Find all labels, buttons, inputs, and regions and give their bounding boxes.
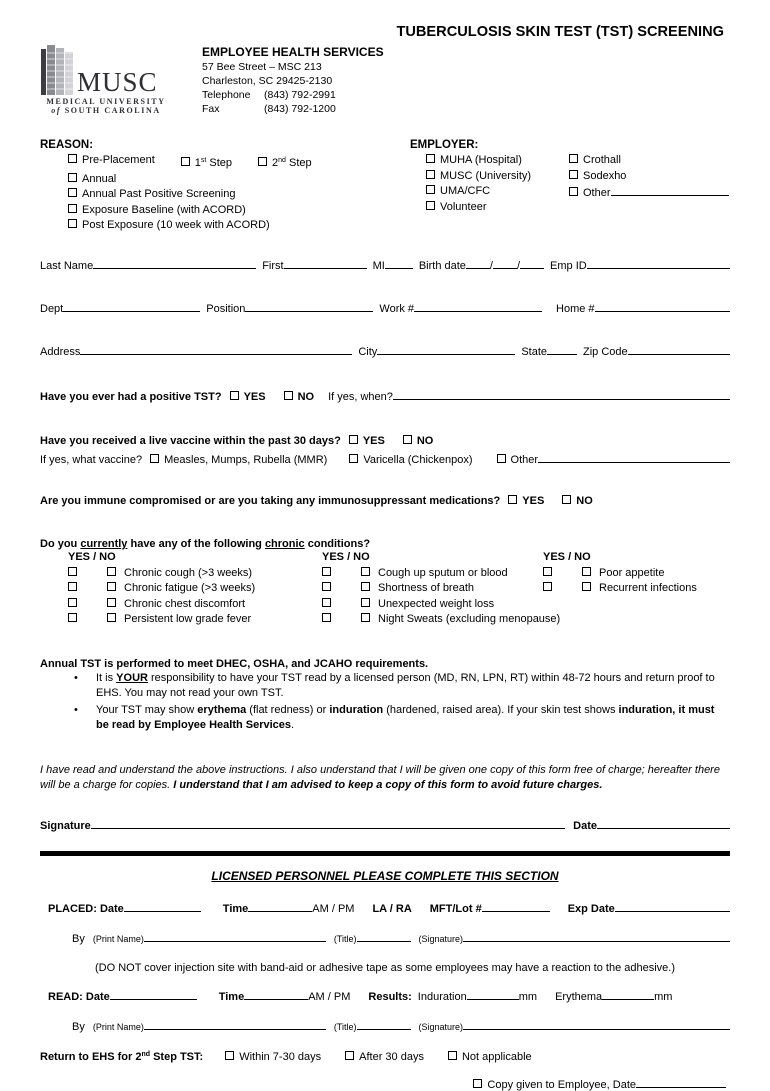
emp-id-label: Emp ID	[550, 259, 587, 272]
placed-title-line[interactable]	[357, 930, 411, 942]
yes-checkbox[interactable]	[68, 598, 77, 607]
placed-date-line[interactable]	[124, 900, 201, 912]
annual-tst-section	[40, 658, 730, 734]
no-checkbox[interactable]	[582, 567, 591, 576]
placed-ampm[interactable]: AM / PM	[312, 903, 355, 916]
responsibility-bullet: • It is YOUR responsibility to have your TST read by a licensed person (MD, RN, LPN, RT) within 48-72 hours and return proof to EHS. You may not read your own TST.	[74, 671, 715, 700]
condition-chronic-fatigue: Chronic fatigue (>3 weeks)	[68, 581, 322, 597]
home-label: Home #	[556, 302, 595, 315]
checkbox-annual-past-positive[interactable]: Annual Past Positive Screening	[68, 187, 410, 203]
what-vaccine-label: If yes, what vaccine?	[40, 453, 143, 466]
results-label: Results:	[368, 991, 412, 1004]
signature-row	[40, 817, 730, 832]
checkbox-musc[interactable]: MUSC (University)	[426, 169, 569, 185]
musc-logo	[40, 45, 172, 116]
section-divider	[40, 851, 730, 856]
read-date-label: READ: Date	[48, 991, 110, 1004]
erythema-mm: mm	[654, 991, 673, 1004]
address-label: Address	[40, 345, 81, 358]
yes-checkbox[interactable]	[322, 567, 331, 576]
work-label: Work #	[379, 302, 415, 315]
name-row: Last Name First MI Birth date / / Emp ID	[40, 257, 730, 272]
placed-time-line[interactable]	[248, 900, 312, 912]
employer-heading: EMPLOYER:	[410, 139, 479, 151]
induration-label: Induration	[417, 991, 467, 1004]
address-row	[40, 343, 730, 358]
birth-day-line[interactable]	[493, 257, 517, 269]
chronic-question: Do you currently have any of the following chronic conditions?	[40, 537, 371, 550]
signature-small-label: (Signature)	[418, 1022, 464, 1033]
checkbox-uma-cfc[interactable]: UMA/CFC	[426, 184, 569, 200]
acknowledgment-paragraph: I have read and understand the above instructions. I also understand that I will be given one copy of this form free of charge; hereafter there will be a charge for copies. I understand that I am advised to keep a copy of this form to avoid future charges.	[40, 763, 720, 791]
yes-no-header-1: YES / NO	[68, 550, 116, 563]
checkbox-q2-yes[interactable]: YES	[349, 435, 385, 447]
birth-date-label: Birth date	[418, 259, 466, 272]
checkbox-volunteer[interactable]: Volunteer	[426, 200, 569, 216]
logo-caption-1: MEDICAL UNIVERSITY	[46, 97, 166, 106]
city-line[interactable]	[377, 343, 515, 355]
print-name-label: (Print Name)	[92, 934, 144, 945]
title-label: (Title)	[333, 1022, 357, 1033]
city-label: City	[358, 345, 378, 358]
address-line[interactable]	[80, 343, 352, 355]
mi-line[interactable]	[385, 257, 413, 269]
phone-line: Telephone (843) 792-2991	[202, 89, 336, 101]
read-ampm[interactable]: AM / PM	[308, 991, 351, 1004]
checkbox-pre-placement[interactable]: Pre-Placement	[68, 153, 155, 172]
print-name-label: (Print Name)	[92, 1022, 144, 1033]
positive-tst-question: Have you ever had a positive TST? YES NO If yes, when?	[40, 388, 730, 403]
signature-line[interactable]	[91, 817, 565, 829]
signature-small-label: (Signature)	[418, 934, 464, 945]
checkbox-q1-no[interactable]: NO	[284, 391, 315, 403]
la-ra-label[interactable]: LA / RA	[372, 903, 412, 916]
read-row	[40, 988, 730, 1003]
employer-other-line[interactable]	[611, 184, 729, 196]
by-label: By	[72, 933, 85, 946]
condition-night-sweats: Night Sweats (excluding menopause)	[322, 612, 543, 628]
checkbox-not-applicable[interactable]: Not applicable	[448, 1051, 532, 1063]
checkbox-q3-no[interactable]: NO	[562, 495, 593, 507]
placed-by-row	[40, 930, 730, 945]
read-date-line[interactable]	[110, 988, 197, 1000]
emp-id-line[interactable]	[587, 257, 730, 269]
yes-checkbox[interactable]	[322, 582, 331, 591]
checkbox-varicella[interactable]: Varicella (Chickenpox)	[349, 454, 472, 466]
return-to-ehs-row	[40, 1051, 730, 1063]
no-checkbox[interactable]	[361, 567, 370, 576]
checkbox-q1-yes[interactable]: YES	[230, 391, 266, 403]
ehs-contact-block	[202, 45, 384, 116]
read-print-name-line[interactable]	[144, 1018, 326, 1030]
birth-month-line[interactable]	[466, 257, 490, 269]
last-name-line[interactable]	[93, 257, 256, 269]
yes-checkbox[interactable]	[322, 613, 331, 622]
title-label: (Title)	[333, 934, 357, 945]
reason-employer-section	[40, 137, 730, 234]
yes-checkbox[interactable]	[68, 567, 77, 576]
logo-wordmark: MUSC	[77, 67, 158, 97]
city-address: Charleston, SC 29425-2130	[202, 75, 333, 87]
exp-date-label: Exp Date	[567, 903, 615, 916]
placed-row	[40, 900, 730, 915]
licensed-personnel-heading: LICENSED PERSONNEL PLEASE COMPLETE THIS SECTION	[211, 869, 559, 884]
date-label: Date	[573, 820, 597, 833]
signature-label: Signature	[40, 820, 91, 833]
yes-no-header-3: YES / NO	[543, 550, 591, 563]
copy-date-line[interactable]	[636, 1076, 726, 1088]
work-line[interactable]	[414, 300, 542, 312]
first-name-line[interactable]	[284, 257, 367, 269]
condition-chronic-cough: Chronic cough (>3 weeks)	[68, 566, 322, 582]
checkbox-mmr[interactable]: Measles, Mumps, Rubella (MMR)	[150, 454, 327, 466]
induration-line[interactable]	[467, 988, 519, 1000]
condition-weight-loss: Unexpected weight loss	[322, 597, 543, 613]
checkbox-muha[interactable]: MUHA (Hospital)	[426, 153, 569, 169]
no-checkbox[interactable]	[107, 582, 116, 591]
read-time-line[interactable]	[244, 988, 308, 1000]
checkbox-within-7-30[interactable]: Within 7-30 days	[225, 1051, 321, 1063]
immune-compromised-question: Are you immune compromised or are you taking any immunosuppressant medications? YES NO	[40, 494, 593, 507]
no-checkbox[interactable]	[361, 582, 370, 591]
checkbox-exposure-baseline[interactable]: Exposure Baseline (with ACORD)	[68, 203, 410, 219]
condition-poor-appetite: Poor appetite	[543, 566, 730, 582]
checkbox-copy-given[interactable]: Copy given to Employee, Date	[473, 1079, 636, 1091]
copy-given-row	[40, 1076, 730, 1091]
last-name-label: Last Name	[40, 259, 94, 272]
if-yes-when-label: If yes, when?	[328, 390, 393, 403]
zip-line[interactable]	[628, 343, 730, 355]
condition-recurrent-infections: Recurrent infections	[543, 581, 730, 597]
condition-shortness-breath: Shortness of breath	[322, 581, 543, 597]
employer-section	[410, 137, 730, 234]
state-line[interactable]	[547, 343, 577, 355]
by-label: By	[72, 1021, 85, 1034]
form-header	[40, 0, 730, 116]
annual-tst-heading: Annual TST is performed to meet DHEC, OSHA, and JCAHO requirements.	[40, 657, 429, 670]
position-label: Position	[206, 302, 246, 315]
return-label: Return to EHS for 2nd Step TST:	[40, 1051, 204, 1064]
logo-caption-2: of SOUTH CAROLINA	[51, 106, 161, 115]
no-checkbox[interactable]	[361, 613, 370, 622]
date-line[interactable]	[597, 817, 730, 829]
home-line[interactable]	[595, 300, 730, 312]
vaccine-other-line[interactable]	[538, 451, 730, 463]
condition-low-grade-fever: Persistent low grade fever	[68, 612, 322, 628]
induration-mm: mm	[518, 991, 538, 1004]
dept-row	[40, 300, 730, 315]
position-line[interactable]	[245, 300, 373, 312]
street-address: 57 Bee Street – MSC 213	[202, 61, 322, 73]
mft-lot-label: MFT/Lot #	[429, 903, 482, 916]
read-by-row	[40, 1018, 730, 1033]
erythema-label: Erythema	[555, 991, 603, 1004]
reason-section	[40, 137, 410, 234]
mft-lot-line[interactable]	[482, 900, 550, 912]
yes-checkbox[interactable]	[68, 613, 77, 622]
birth-year-line[interactable]	[520, 257, 544, 269]
yes-checkbox[interactable]	[543, 567, 552, 576]
form-title: TUBERCULOSIS SKIN TEST (TST) SCREENING	[396, 24, 724, 40]
live-vaccine-question: Have you received a live vaccine within the past 30 days? YES NO	[40, 434, 434, 447]
department-name: EMPLOYEE HEALTH SERVICES	[202, 45, 384, 59]
adhesive-note: (DO NOT cover injection site with band-aid or adhesive tape as some employees may have a reaction to the adhesive.)	[94, 962, 676, 975]
checkbox-q3-yes[interactable]: YES	[508, 495, 544, 507]
condition-cough-sputum: Cough up sputum or blood	[322, 566, 543, 582]
erythema-line[interactable]	[602, 988, 654, 1000]
checkbox-vaccine-other[interactable]: Other	[497, 454, 539, 466]
exp-date-line[interactable]	[615, 900, 730, 912]
checkbox-q2-no[interactable]: NO	[403, 435, 434, 447]
yes-checkbox[interactable]	[543, 582, 552, 591]
chronic-conditions-section	[40, 538, 730, 628]
read-title-line[interactable]	[357, 1018, 411, 1030]
dept-line[interactable]	[63, 300, 200, 312]
no-checkbox[interactable]	[361, 598, 370, 607]
checkbox-sodexho[interactable]: Sodexho	[569, 169, 730, 185]
checkbox-after-30[interactable]: After 30 days	[345, 1051, 424, 1063]
yes-no-header-2: YES / NO	[322, 550, 370, 563]
erythema-induration-bullet: • Your TST may show erythema (flat redness) or induration (hardened, raised area). If your skin test shows induration, it must be read by Employee Health Services.	[74, 703, 715, 732]
placed-time-label: Time	[222, 903, 249, 916]
checkbox-1st-step[interactable]: 1st Step	[181, 153, 232, 172]
yes-checkbox[interactable]	[68, 582, 77, 591]
zip-label: Zip Code	[583, 345, 628, 358]
mi-label: MI	[372, 259, 385, 272]
checkbox-2nd-step[interactable]: 2nd Step	[258, 153, 312, 172]
condition-chest-discomfort: Chronic chest discomfort	[68, 597, 322, 613]
reason-heading: REASON:	[40, 139, 94, 151]
no-checkbox[interactable]	[107, 613, 116, 622]
no-checkbox[interactable]	[107, 598, 116, 607]
checkbox-post-exposure[interactable]: Post Exposure (10 week with ACORD)	[68, 218, 410, 234]
placed-print-name-line[interactable]	[144, 930, 326, 942]
checkbox-employer-other[interactable]: Other	[569, 184, 730, 202]
checkbox-annual[interactable]: Annual	[68, 172, 410, 188]
read-signature-line[interactable]	[463, 1018, 730, 1030]
placed-signature-line[interactable]	[463, 930, 730, 942]
read-time-label: Time	[218, 991, 245, 1004]
checkbox-crothall[interactable]: Crothall	[569, 153, 730, 169]
yes-checkbox[interactable]	[322, 598, 331, 607]
placed-date-label: PLACED: Date	[48, 903, 124, 916]
no-checkbox[interactable]	[107, 567, 116, 576]
dept-label: Dept	[40, 302, 64, 315]
if-yes-when-line[interactable]	[393, 388, 730, 400]
no-checkbox[interactable]	[582, 582, 591, 591]
first-name-label: First	[262, 259, 284, 272]
state-label: State	[521, 345, 547, 358]
building-icon	[40, 45, 74, 95]
vaccine-type-row	[40, 451, 730, 466]
fax-line: Fax (843) 792-1200	[202, 103, 336, 115]
